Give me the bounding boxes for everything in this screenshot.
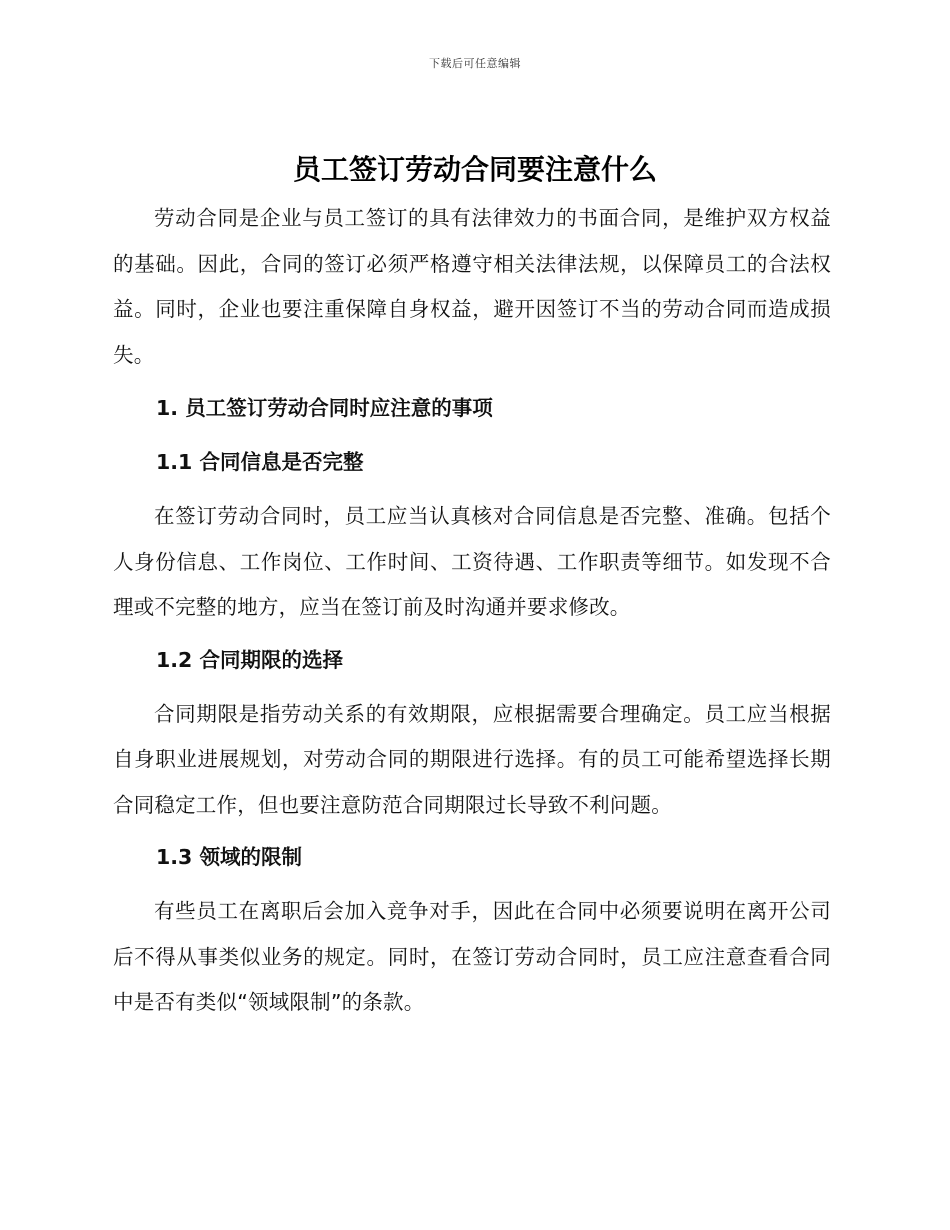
section-1-heading: 1. 员工签订劳动合同时应注意的事项 <box>156 396 493 420</box>
section-1-1-heading: 1.1 合同信息是否完整 <box>156 450 364 474</box>
intro-paragraph: 劳动合同是企业与员工签订的具有法律效力的书面合同，是维护双方权益的基础。因此，合同的签订必须严格遵守相关法律法规，以保障员工的合法权益。同时，企业也要注重保障自身权益，避开因签订不当的劳动合同而造成损失。 <box>113 206 831 367</box>
document-body <box>113 196 831 1033</box>
section-1-3-heading: 1.3 领域的限制 <box>156 845 302 869</box>
header-note: 下载后可任意编辑 <box>429 57 521 70</box>
document-title: 员工签订劳动合同要注意什么 <box>292 153 657 186</box>
section-1-2-heading: 1.2 合同期限的选择 <box>156 647 343 672</box>
section-1-3-paragraph: 有些员工在离职后会加入竞争对手，因此在合同中必须要说明在离开公司后不得从事类似业务的规定。同时，在签订劳动合同时，员工应注意查看合同中是否有类似“领域限制”的条款。 <box>113 899 831 1014</box>
section-1-1-paragraph: 在签订劳动合同时，员工应当认真核对合同信息是否完整、准确。包括个人身份信息、工作岗位、工作时间、工资待遇、工作职责等细节。如发现不合理或不完整的地方，应当在签订前及时沟通并要求修改。 <box>113 504 831 619</box>
section-1-2-paragraph: 合同期限是指劳动关系的有效期限，应根据需要合理确定。员工应当根据自身职业进展规划，对劳动合同的期限进行选择。有的员工可能希望选择长期合同稳定工作，但也要注意防范合同期限过长导致不利问题。 <box>113 701 831 817</box>
